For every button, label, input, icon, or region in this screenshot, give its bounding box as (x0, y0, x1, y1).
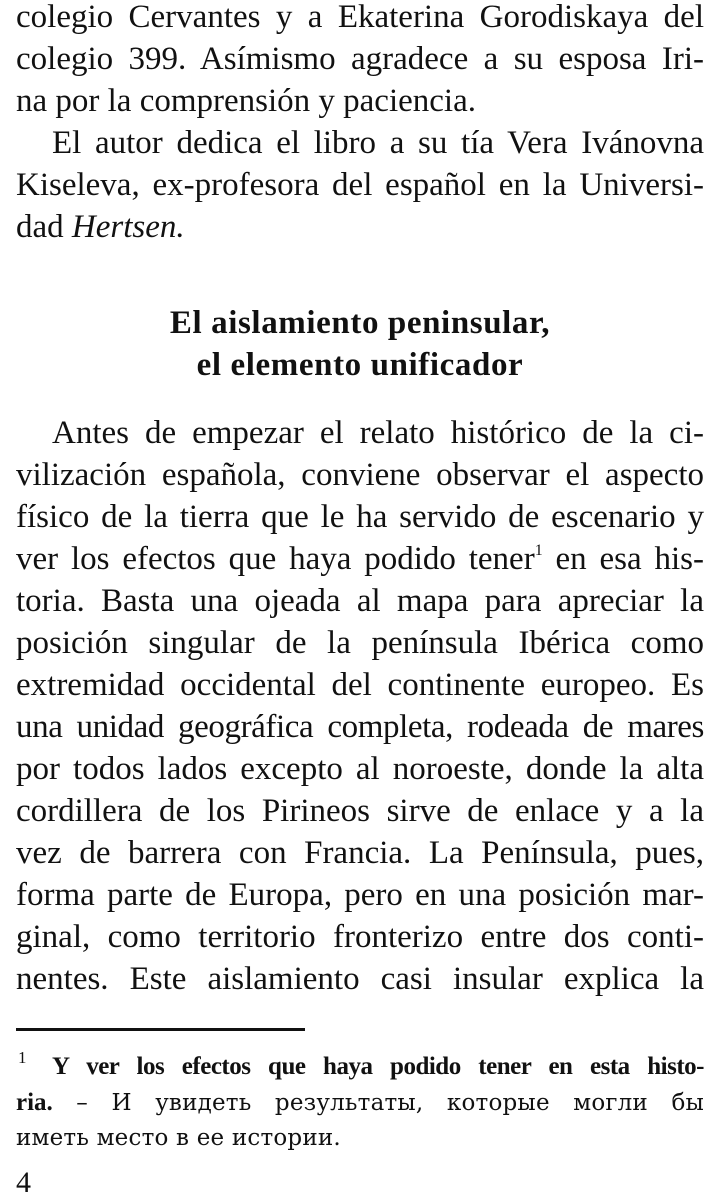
body-line-8: una unidad geográfica completa, rodeada de mares (16, 709, 704, 745)
body-line-14: nentes. Este aislamiento casi insular explica la (16, 961, 704, 997)
footnote-line-1: Y ver los efectos que haya podido tener en esta histo- (52, 1053, 704, 1080)
dedication-line-1: El autor dedica el libro a su tía Vera Ivánovna (52, 125, 704, 161)
dedication-line-2: Kiseleva, ex-profesora del español en la Universi- (16, 167, 704, 203)
footnote-line-2 (16, 1086, 704, 1119)
body-line-11: vez de barrera con Francia. La Península, pues, (16, 835, 704, 871)
footnote-line-3: иметь место в ее истории. (16, 1125, 341, 1151)
body-line-4 (16, 538, 704, 580)
body-line-6: posición singular de la península Ibérica como (16, 625, 704, 661)
section-heading-line-2: el elemento unificador (196, 347, 524, 383)
body-line-7: extremidad occidental del continente europeo. Es (16, 667, 704, 703)
body-line-13: ginal, como territorio fronterizo entre dos conti- (16, 919, 704, 955)
footnote-line-2-bold: ria. (16, 1089, 53, 1116)
intro-line-2: colegio 399. Asímismo agradece a su esposa Iri- (16, 41, 704, 77)
body-line-1: Antes de empezar el relato histórico de la ci- (52, 415, 704, 451)
body-line-5: toria. Basta una ojeada al mapa para apreciar la (16, 583, 704, 619)
dedication-last-italic: Hertsen. (71, 209, 185, 245)
dedication-last-prefix: dad (16, 209, 72, 245)
body-line-4-before: ver los efectos que haya podido tener (16, 541, 535, 577)
section-heading-line-1: El aislamiento peninsular, (169, 305, 551, 341)
body-line-3: físico de la tierra que le ha servido de escenario y (16, 499, 704, 535)
dedication-line-3 (16, 206, 704, 248)
body-line-2: vilización española, conviene observar el aspecto (16, 457, 704, 493)
body-line-12: forma parte de Europa, pero en una posición mar- (16, 877, 704, 913)
footnote-separator (16, 1028, 305, 1031)
footnote-reference: 1 (534, 542, 543, 559)
footnote-marker: 1 (18, 1048, 27, 1067)
page-number: 4 (16, 1166, 31, 1199)
body-line-4-after: en esa his- (542, 541, 704, 577)
intro-line-3: na por la comprensión y paciencia. (16, 83, 476, 119)
intro-line-1: colegio Cervantes y a Ekaterina Gorodiskaya del (16, 0, 704, 35)
footnote-line-2-translation: – И увидеть результаты, которые могли бы (52, 1090, 704, 1116)
book-page (16, 0, 704, 1200)
body-line-10: cordillera de los Pirineos sirve de enlace y a la (16, 793, 704, 829)
body-line-9: por todos lados excepto al noroeste, donde la alta (16, 751, 704, 787)
